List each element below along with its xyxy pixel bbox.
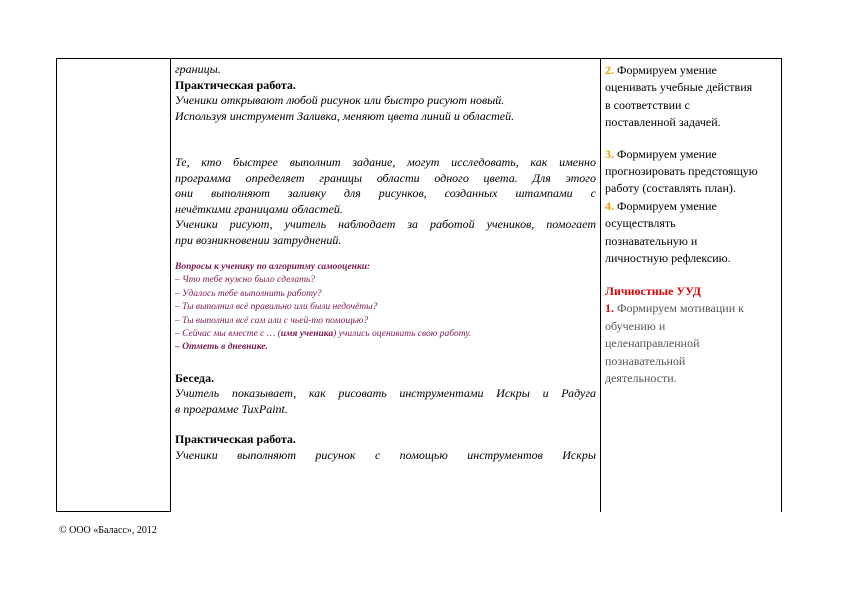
uud-item-2: 2. Формируем умение	[605, 63, 717, 77]
text-line: работу (составлять план).	[605, 181, 736, 196]
questions-heading: Вопросы к ученику по алгоритму самооценки:	[175, 262, 371, 272]
text-line: Учитель показывает, как рисовать инструментами Искры и Радуга	[175, 386, 596, 401]
item-number: 3.	[605, 146, 614, 161]
personal-uud-title: Личностные УУД	[605, 284, 702, 299]
question-item: – Ты выполнил всё сам или с чьей-то помощью?	[175, 315, 369, 326]
question-suffix: ) учились оценивать свою работу.	[333, 329, 472, 340]
text-line: они выполняют заливку для рисунков, созданных штампами с	[175, 186, 596, 200]
text-line: целенаправленной	[605, 336, 700, 351]
text-line: при возникновении затруднений.	[175, 232, 342, 247]
uud-cell	[601, 59, 782, 512]
heading-conversation: Беседа.	[175, 370, 215, 385]
text-line: познавательную и	[605, 233, 698, 248]
text-line: Ученики открывают любой рисунок или быстро рисуют новый.	[175, 93, 505, 107]
question-item: – Удалось тебе выполнить работу?	[175, 288, 322, 299]
lesson-table	[56, 58, 782, 512]
question-prefix: – Сейчас мы вместе с … (	[175, 329, 281, 340]
text-line: Ученики рисуют, учитель наблюдает за работой учеников, помогает	[175, 217, 596, 231]
text-line: деятельности.	[605, 371, 677, 386]
text-line: личностную рефлексию.	[605, 251, 731, 266]
text-line: Те, кто быстрее выполнит задание, могут исследовать, как именно	[175, 155, 596, 169]
text-line: осуществлять	[605, 216, 676, 231]
text-line: нечёткими границами областей.	[175, 201, 343, 216]
item-number: 2.	[605, 63, 614, 77]
text-line: познавательной	[605, 353, 686, 368]
text-line: в соответствии с	[605, 97, 690, 112]
text-line: прогнозировать предстоящую	[605, 164, 758, 179]
uud-item-1: 1. Формируем мотивации к	[605, 301, 744, 316]
stage-cell	[57, 59, 171, 512]
text-line: программа определяет границы области одного цвета. Для этого	[175, 170, 596, 185]
text-line: обучению и	[605, 318, 666, 333]
heading-practical-2: Практическая работа.	[175, 432, 296, 447]
activity-cell	[171, 59, 601, 512]
question-item: – Ты выполнил всё правильно или были недочёты?	[175, 302, 378, 313]
item-number: 4.	[605, 198, 614, 213]
text-line: в программе TuxPaint.	[175, 401, 288, 416]
uud-item-4: 4. Формируем умение	[605, 198, 717, 213]
question-item	[175, 328, 596, 341]
text-line: оценивать учебные действия	[605, 80, 753, 95]
text-line: Ученики выполняют рисунок с помощью инструментов Искры	[175, 447, 596, 462]
question-item: – Отметь в дневнике.	[175, 342, 268, 353]
text-line: поставленной задачей.	[605, 115, 721, 130]
question-student-name: имя ученика	[280, 329, 334, 340]
question-item: – Что тебе нужно было сделать?	[175, 275, 315, 286]
text-line: Используя инструмент Заливка, меняют цвета линий и областей.	[175, 108, 515, 123]
table-row	[57, 59, 782, 512]
copyright-footer: © ООО «Баласс», 2012	[59, 525, 157, 536]
text-line: границы.	[175, 62, 221, 76]
heading-practical-1: Практическая работа.	[175, 77, 296, 92]
item-number: 1.	[605, 301, 614, 316]
uud-item-3: 3. Формируем умение	[605, 146, 717, 161]
